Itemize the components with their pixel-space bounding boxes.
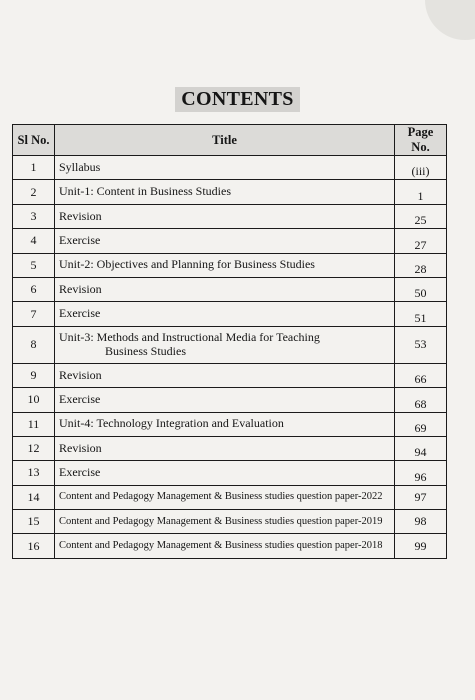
row-title: Unit-1: Content in Business Studies (55, 180, 395, 204)
row-sl-no: 10 (13, 388, 55, 412)
row-page-no: (iii) (395, 156, 447, 180)
contents-heading-text: CONTENTS (175, 87, 299, 112)
row-page-no: 97 (395, 485, 447, 509)
table-row (13, 485, 447, 509)
row-sl-no: 3 (13, 204, 55, 228)
contents-heading (0, 88, 475, 111)
row-sl-no: 12 (13, 436, 55, 460)
row-page-no: 27 (395, 229, 447, 253)
table-row (13, 388, 447, 412)
row-page-no: 50 (395, 277, 447, 301)
page-corner-shade (425, 0, 475, 40)
row-title: Unit-2: Objectives and Planning for Business Studies (55, 253, 395, 277)
row-page-no: 53 (395, 326, 447, 363)
table-row (13, 229, 447, 253)
table-row (13, 180, 447, 204)
table-row (13, 277, 447, 301)
row-sl-no: 9 (13, 363, 55, 387)
table-row (13, 302, 447, 326)
table-row (13, 204, 447, 228)
row-sl-no: 14 (13, 485, 55, 509)
row-sl-no: 11 (13, 412, 55, 436)
row-title: Content and Pedagogy Management & Business studies question paper-2022 (55, 485, 395, 509)
row-page-no: 28 (395, 253, 447, 277)
table-row (13, 534, 447, 558)
table-row (13, 461, 447, 485)
row-page-no: 25 (395, 204, 447, 228)
row-title-line-2: Business Studies (105, 343, 187, 358)
table-row (13, 156, 447, 180)
table-row (13, 412, 447, 436)
row-page-no: 94 (395, 436, 447, 460)
row-title: Content and Pedagogy Management & Business studies question paper-2019 (55, 510, 395, 534)
row-sl-no: 4 (13, 229, 55, 253)
row-title: Revision (55, 204, 395, 228)
table-row (13, 510, 447, 534)
row-title (55, 326, 395, 363)
row-sl-no: 5 (13, 253, 55, 277)
header-sl-no: Sl No. (13, 125, 55, 156)
row-page-no: 1 (395, 180, 447, 204)
header-title: Title (55, 125, 395, 156)
row-title: Revision (55, 277, 395, 301)
row-page-no: 98 (395, 510, 447, 534)
row-title: Unit-4: Technology Integration and Evaluation (55, 412, 395, 436)
row-title: Exercise (55, 302, 395, 326)
row-title: Revision (55, 436, 395, 460)
table-row (13, 363, 447, 387)
row-page-no: 99 (395, 534, 447, 558)
row-title: Revision (55, 363, 395, 387)
table-row (13, 436, 447, 460)
row-sl-no: 15 (13, 510, 55, 534)
row-page-no: 68 (395, 388, 447, 412)
row-title: Syllabus (55, 156, 395, 180)
row-title: Exercise (55, 229, 395, 253)
table-row (13, 326, 447, 363)
row-sl-no: 13 (13, 461, 55, 485)
row-sl-no: 2 (13, 180, 55, 204)
header-row (13, 125, 447, 156)
row-page-no: 66 (395, 363, 447, 387)
row-page-no: 69 (395, 412, 447, 436)
row-title-line-1: Unit-3: Methods and Instructional Media for Teaching (59, 329, 320, 344)
row-title: Exercise (55, 388, 395, 412)
row-title: Exercise (55, 461, 395, 485)
row-page-no: 96 (395, 461, 447, 485)
row-sl-no: 8 (13, 326, 55, 363)
row-sl-no: 7 (13, 302, 55, 326)
row-sl-no: 1 (13, 156, 55, 180)
row-title: Content and Pedagogy Management & Business studies question paper-2018 (55, 534, 395, 558)
row-sl-no: 16 (13, 534, 55, 558)
row-sl-no: 6 (13, 277, 55, 301)
table-row (13, 253, 447, 277)
contents-table (12, 124, 447, 559)
header-page-no: Page No. (395, 125, 447, 156)
row-page-no: 51 (395, 302, 447, 326)
